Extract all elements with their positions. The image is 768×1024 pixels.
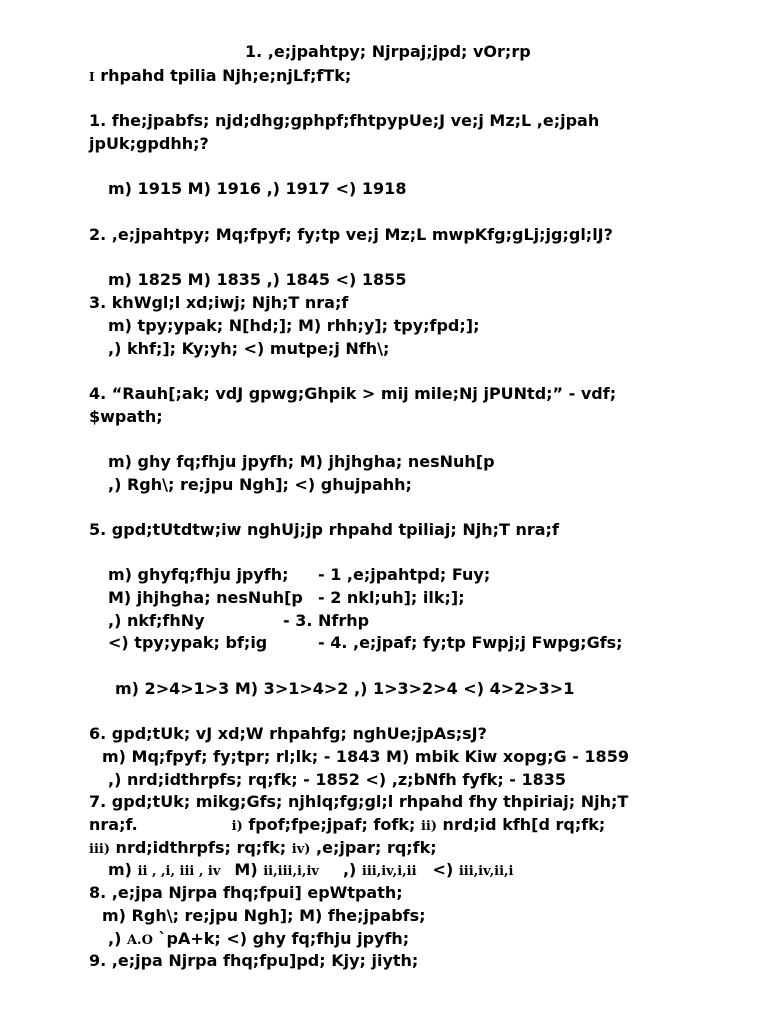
question-7-items-line2 xyxy=(89,838,437,858)
item-i-text: fpof;fpe;jpaf; fofk; xyxy=(248,815,416,834)
instruction-mark: I xyxy=(89,70,95,84)
question-2-options: m) 1825 M) 1835 ,) 1845 <) 1855 xyxy=(108,270,407,289)
question-9-text: 9. ,e;jpa Njrpa fhq;fpu]pd; Kjy; jiyth; xyxy=(89,951,419,970)
match-right-1: - 1 ,e;jpahtpd; Fuy; xyxy=(318,565,491,584)
match-left-4: <) tpy;ypak; bf;ig xyxy=(108,633,268,652)
item-iii-roman: iii) xyxy=(89,842,110,857)
question-5-options: m) 2>4>1>3 M) 3>1>4>2 ,) 1>3>2>4 <) 4>2>3>1 xyxy=(115,679,575,698)
item-ii-roman: ii) xyxy=(420,819,437,834)
answer-d-value: iii,iv,ii,i xyxy=(458,864,514,879)
page-title: 1. ,e;jpahtpy; Njrpaj;jpd; vOr;rp xyxy=(245,42,531,61)
question-8-text: 8. ,e;jpa Njrpa fhq;fpui] epWtpath; xyxy=(89,883,403,902)
question-6-options-a: m) Mq;fpyf; fy;tpr; rl;lk; - 1843 M) mbik Kiw xopg;G - 1859 xyxy=(102,747,629,766)
match-left-3: ,) nkf;fhNy xyxy=(108,611,205,630)
item-iv-roman: iv) xyxy=(291,842,311,857)
question-8-options-b xyxy=(108,929,409,949)
question-6-options-b: ,) nrd;idthrpfs; rq;fk; - 1852 <) ,z;bNfh fyfk; - 1835 xyxy=(108,770,567,789)
question-5-text: 5. gpd;tUtdtw;iw nghUj;jp rhpahd tpiliaj; Njh;T nra;f xyxy=(89,520,559,539)
instruction-text: rhpahd tpilia Njh;e;njLf;fTk; xyxy=(100,66,352,85)
match-left-2: M) jhjhgha; nesNuh[p xyxy=(108,588,303,607)
option-c-label: ,) xyxy=(108,929,122,948)
question-4-options-a: m) ghy fq;fhju jpyfh; M) jhjhgha; nesNuh[p xyxy=(108,452,495,471)
match-right-3: - 3. Nfrhp xyxy=(283,611,370,630)
question-7-text: 7. gpd;tUk; mikg;Gfs; njhlq;fg;gl;l rhpahd fhy thpiriaj; Njh;T xyxy=(89,792,629,811)
item-ii-text: nrd;id kfh[d rq;fk; xyxy=(442,815,606,834)
question-4-options-b: ,) Rgh\; re;jpu Ngh]; <) ghujpahh; xyxy=(108,475,412,494)
answer-b-label: M) xyxy=(234,860,258,879)
question-3-options-a: m) tpy;ypak; N[hd;]; M) rhh;y]; tpy;fpd;]; xyxy=(108,316,480,335)
item-iv-text: ,e;jpar; rq;fk; xyxy=(316,838,437,857)
question-3-text: 3. khWgl;l xd;iwj; Njh;T nra;f xyxy=(89,293,349,312)
answer-c-value: iii,iv,i,ii xyxy=(361,864,417,879)
answer-d-label: <) xyxy=(432,860,454,879)
question-1-options: m) 1915 M) 1916 ,) 1917 <) 1918 xyxy=(108,179,407,198)
match-right-4: - 4. ,e;jpaf; fy;tp Fwpj;j Fwpg;Gfs; xyxy=(318,633,623,652)
question-4-text-cont: $wpath; xyxy=(89,407,163,426)
item-iii-text: nrd;idthrpfs; rq;fk; xyxy=(115,838,287,857)
instruction-line xyxy=(89,66,351,86)
answer-c-label: ,) xyxy=(342,860,357,879)
question-6-text: 6. gpd;tUk; vJ xd;W rhpahfg; nghUe;jpAs;sJ? xyxy=(89,724,487,743)
answer-a-value: ii , ,i, iii , iv xyxy=(137,864,221,879)
match-right-2: - 2 nkl;uh]; ilk;]; xyxy=(318,588,465,607)
option-c-roman: A.O xyxy=(126,933,153,948)
question-8-options-a: m) Rgh\; re;jpu Ngh]; M) fhe;jpabfs; xyxy=(102,906,426,925)
item-i-roman: i) xyxy=(231,819,243,834)
question-7-items-line1 xyxy=(89,815,605,835)
question-3-options-b: ,) khf;]; Ky;yh; <) mutpe;j Nfh\; xyxy=(108,339,390,358)
question-1-text-cont: jpUk;gpdhh;? xyxy=(89,134,209,153)
answer-b-value: ii,iii,i,iv xyxy=(263,864,319,879)
question-7-text-cont: nra;f. xyxy=(89,815,138,834)
question-1-text: 1. fhe;jpabfs; njd;dhg;gphpf;fhtpypUe;J ve;j Mz;L ,e;jpah xyxy=(89,111,600,130)
answer-a-label: m) xyxy=(108,860,132,879)
option-c-rest: `pA+k; <) ghy fq;fhju jpyfh; xyxy=(158,929,410,948)
question-7-answers xyxy=(108,860,513,880)
question-2-text: 2. ,e;jpahtpy; Mq;fpyf; fy;tp ve;j Mz;L mwpKfg;gLj;jg;gl;lJ? xyxy=(89,225,613,244)
question-4-text: 4. “Rauh[;ak; vdJ gpwg;Ghpik > mij mile;Nj jPUNtd;” - vdf; xyxy=(89,384,622,403)
match-left-1: m) ghyfq;fhju jpyfh; xyxy=(108,565,289,584)
